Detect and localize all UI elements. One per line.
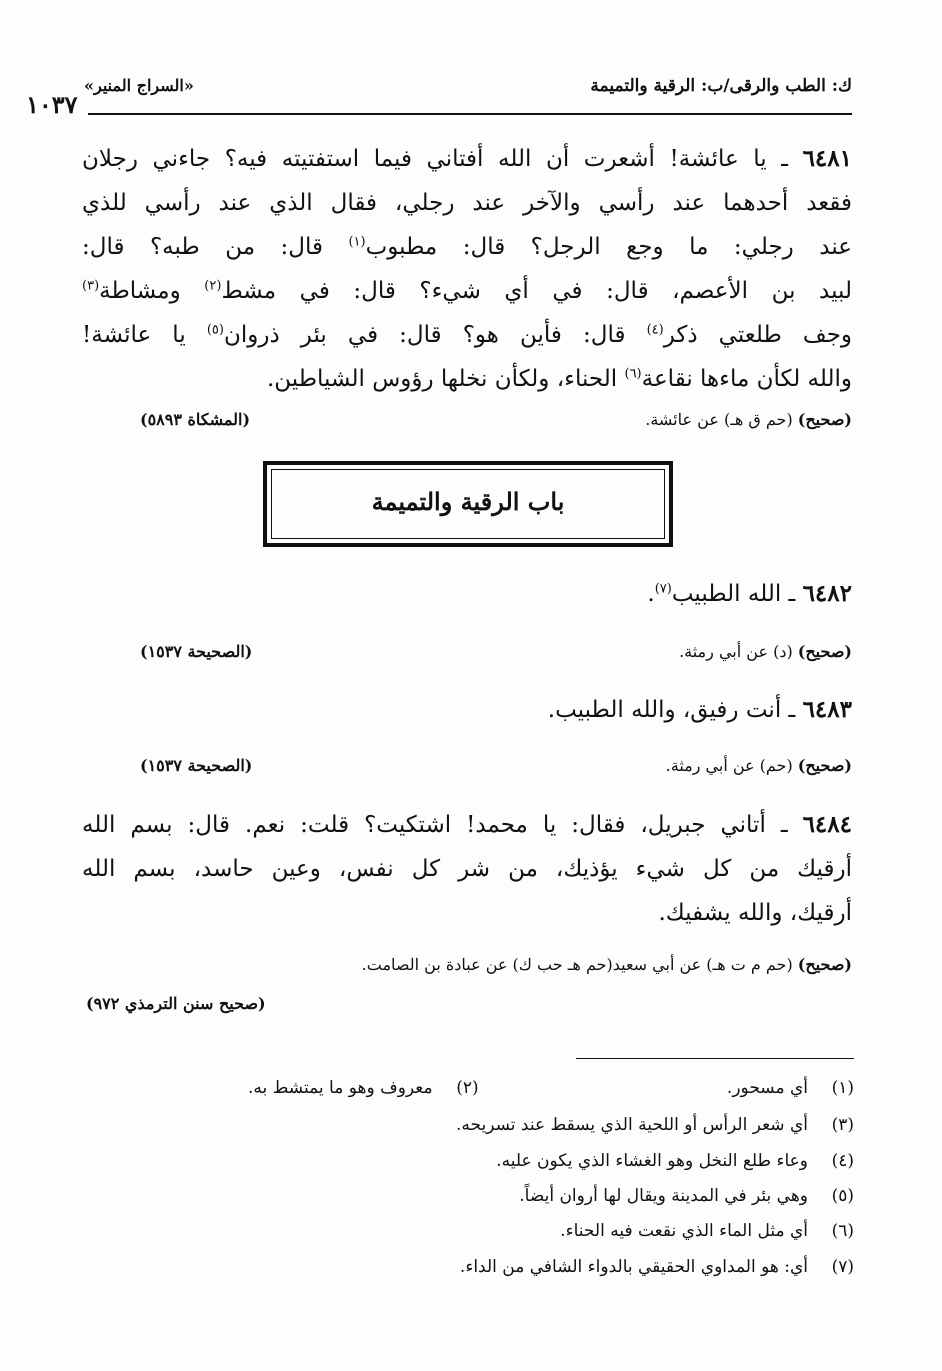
hadith-line (82, 225, 852, 269)
hadith-number: ٦٤٨١ (802, 145, 852, 172)
hadith-text: وجف طلعتي ذكر (663, 322, 853, 348)
footnote-ref[interactable]: (٦) (624, 366, 642, 382)
hadith-line (82, 891, 852, 935)
grade: (صحيح) (797, 955, 852, 974)
source-6483 (140, 756, 852, 775)
footnote-text: أي: هو المداوي الحقيقي بالدواء الشافي من الداء. (459, 1257, 808, 1277)
footnote-text: معروف وهو ما يمتشط به. (248, 1078, 433, 1098)
footnote-number: (٥) (831, 1186, 854, 1206)
footnote-3 (154, 1115, 854, 1135)
reference: (الصحيحة ١٥٣٧) (140, 642, 253, 661)
footnote-text: وعاء طلع النخل وهو الغشاء الذي يكون عليه. (496, 1151, 808, 1171)
footnote-ref[interactable]: (٢) (204, 278, 222, 294)
running-header (26, 68, 852, 128)
hadith-text: ـ الله الطبيب (671, 581, 796, 607)
hadith-text: أرقيك من كل شيء يؤذيك، من شر كل نفس، وعين حاسد، بسم الله (82, 856, 852, 882)
footnote-6 (154, 1221, 854, 1241)
header-rule (88, 113, 852, 115)
footnote-ref[interactable]: (٧) (654, 581, 672, 597)
footnote-number: (٢) (456, 1078, 479, 1098)
hadith-line (82, 137, 852, 181)
footnote-5 (154, 1186, 854, 1206)
hadith-text: . (647, 581, 655, 607)
hadith-text: فقعد أحدهما عند رأسي والآخر عند رجلي، فقال الذي عند رأسي للذي (82, 190, 852, 216)
footnote-number: (٧) (831, 1257, 854, 1277)
hadith-text: عند رجلي: ما وجع الرجل؟ قال: مطبوب (365, 234, 852, 260)
reference: (الصحيحة ١٥٣٧) (140, 756, 253, 775)
hadith-number: ٦٤٨٤ (802, 811, 852, 838)
footnote-ref[interactable]: (٤) (646, 322, 664, 338)
hadith-text: قال: من طبه؟ قال: (82, 234, 323, 260)
hadith-number: ٦٤٨٣ (802, 696, 852, 723)
hadith-6481 (82, 137, 852, 401)
hadith-line (82, 357, 852, 401)
grade: (صحيح) (797, 756, 852, 775)
source-text: (حم ق هـ) عن عائشة. (645, 410, 793, 429)
hadith-text: ـ أتاني جبريل، فقال: يا محمد! اشتكيت؟ قلت: نعم. قال: بسم الله (82, 812, 788, 838)
source-6482 (140, 642, 852, 661)
footnote-number: (٣) (831, 1115, 854, 1135)
hadith-line (82, 688, 852, 732)
hadith-line (82, 269, 852, 313)
source-text: (حم م ت هـ) عن أبي سعيد(حم هـ حب ك) عن عبادة بن الصامت. (361, 955, 793, 974)
footnote-4 (154, 1151, 854, 1171)
reference: (صحيح سنن الترمذي ٩٧٢) (86, 994, 266, 1013)
hadith-line (82, 313, 852, 357)
book-title: «السراج المنير» (84, 76, 194, 95)
footnote-text: أي شعر الرأس أو اللحية الذي يسقط عند تسريحه. (456, 1115, 808, 1135)
footnote-number: (٤) (831, 1151, 854, 1171)
source-6484 (140, 955, 852, 974)
chapter-header: ك: الطب والرقى/ب: الرقية والتميمة (590, 76, 852, 96)
footnote-number: (١) (831, 1078, 854, 1098)
hadith-line (82, 181, 852, 225)
hadith-number: ٦٤٨٢ (802, 580, 852, 607)
hadith-text: أرقيك، والله يشفيك. (658, 900, 852, 926)
grade: (صحيح) (797, 642, 852, 661)
hadith-text: ومشاطة (99, 278, 181, 304)
hadith-text: ـ أنت رفيق، والله الطبيب. (547, 697, 796, 723)
hadith-text: والله لكأن ماءها نقاعة (641, 366, 852, 392)
chapter-title: باب الرقية والتميمة (371, 487, 565, 516)
hadith-line (82, 847, 852, 891)
footnote-2 (248, 1078, 479, 1098)
hadith-6483 (82, 688, 852, 732)
grade: (صحيح) (797, 410, 852, 429)
hadith-text: الحناء، ولكأن نخلها رؤوس الشياطين. (266, 366, 618, 392)
hadith-text: ـ يا عائشة! أشعرت أن الله أفتاني فيما استفتيته فيه؟ جاءني رجلان (82, 146, 788, 172)
hadith-6482 (82, 572, 852, 616)
footnote-text: أي مثل الماء الذي نقعت فيه الحناء. (560, 1221, 808, 1241)
footnote-text: أي مسحور. (726, 1078, 808, 1098)
footnote-number: (٦) (831, 1221, 854, 1241)
footnote-7 (154, 1257, 854, 1277)
footnote-ref[interactable]: (١) (348, 234, 366, 250)
source-6481 (140, 410, 852, 429)
reference: (المشكاة ٥٨٩٣) (140, 410, 251, 429)
source-text: (د) عن أبي رمثة. (679, 642, 793, 661)
source-6484-ref (86, 994, 266, 1013)
page-number: ١٠٣٧ (26, 90, 78, 119)
footnote-ref[interactable]: (٣) (82, 278, 100, 294)
chapter-heading-box (263, 461, 673, 547)
hadith-line (82, 803, 852, 847)
hadith-text: يا عائشة! (82, 322, 186, 348)
footnote-rule (576, 1058, 854, 1059)
hadith-text: لبيد بن الأعصم، قال: في أي شيء؟ قال: في مشط (221, 278, 853, 304)
source-text: (حم) عن أبي رمثة. (665, 756, 793, 775)
hadith-line (82, 572, 852, 616)
footnote-text: وهي بئر في المدينة ويقال لها أروان أيضاً. (519, 1186, 808, 1206)
hadith-text: قال: فأين هو؟ قال: في بئر ذروان (223, 322, 626, 348)
footnote-ref[interactable]: (٥) (206, 322, 224, 338)
hadith-6484 (82, 803, 852, 935)
